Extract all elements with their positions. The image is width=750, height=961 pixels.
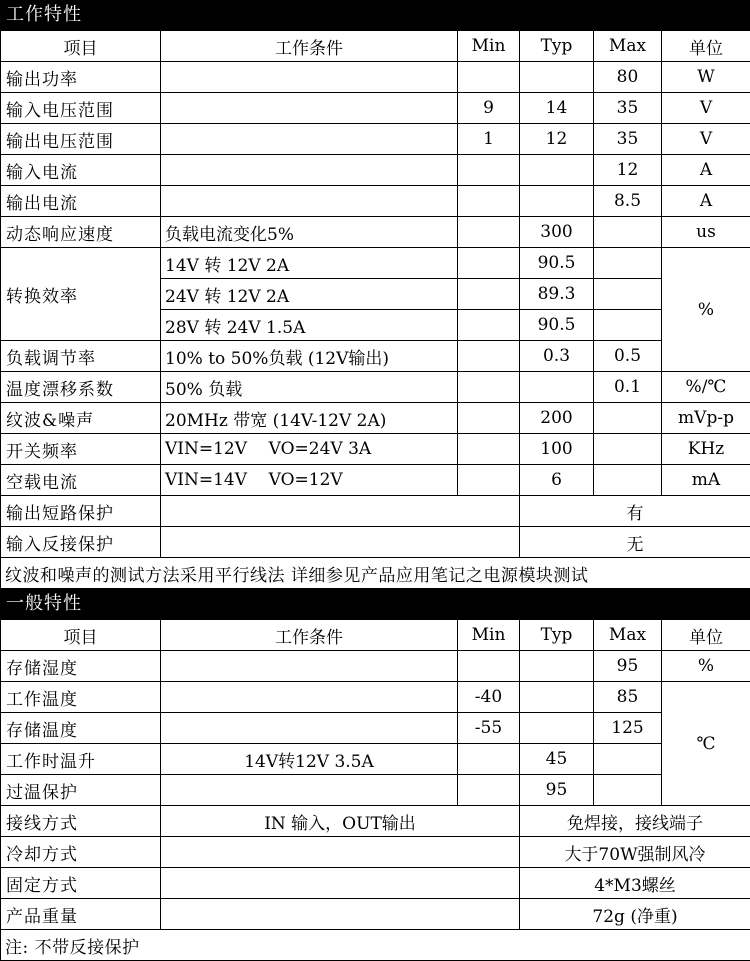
row-typ: 300 <box>520 217 594 248</box>
row-condition: 20MHz 带宽 (14V-12V 2A) <box>161 403 458 434</box>
row-min <box>458 434 520 465</box>
row-name: 过温保护 <box>1 775 161 806</box>
header-max: Max <box>594 31 662 62</box>
row-name: 输入电压范围 <box>1 93 161 124</box>
table-row <box>1 124 750 155</box>
row-max <box>594 310 662 341</box>
table-row <box>1 806 750 837</box>
header-unit: 单位 <box>662 31 750 62</box>
row-max: 125 <box>594 713 662 744</box>
row-max <box>594 744 662 775</box>
row-name: 工作时温升 <box>1 744 161 775</box>
row-min <box>458 372 520 403</box>
row-name: 接线方式 <box>1 806 161 837</box>
row-max <box>594 434 662 465</box>
row-name: 产品重量 <box>1 899 161 930</box>
table-row <box>1 372 750 403</box>
row-name: 输出功率 <box>1 62 161 93</box>
table-row <box>1 62 750 93</box>
row-max <box>594 775 662 806</box>
row-typ: 200 <box>520 403 594 434</box>
table-row <box>1 496 750 527</box>
row-unit: A <box>662 186 750 217</box>
row-min: 1 <box>458 124 520 155</box>
row-max: 35 <box>594 124 662 155</box>
row-min <box>458 279 520 310</box>
table-row <box>1 465 750 496</box>
row-typ: 6 <box>520 465 594 496</box>
row-condition <box>161 651 458 682</box>
row-name: 工作温度 <box>1 682 161 713</box>
row-min <box>458 341 520 372</box>
row-typ <box>520 682 594 713</box>
row-condition: 10% to 50%负载 (12V输出) <box>161 341 458 372</box>
row-unit: A <box>662 155 750 186</box>
row-unit: mA <box>662 465 750 496</box>
row-unit: V <box>662 93 750 124</box>
row-min: -40 <box>458 682 520 713</box>
row-min: 9 <box>458 93 520 124</box>
row-value: 无 <box>520 527 750 558</box>
row-value: 有 <box>520 496 750 527</box>
note-row <box>1 558 750 589</box>
row-name: 输入电流 <box>1 155 161 186</box>
row-condition: 14V转12V 3.5A <box>161 744 458 775</box>
row-condition: VIN=12V VO=24V 3A <box>161 434 458 465</box>
row-value: 4*M3螺丝 <box>520 868 750 899</box>
table-row <box>1 775 750 806</box>
table-header-row <box>1 31 750 62</box>
row-typ: 89.3 <box>520 279 594 310</box>
row-min <box>458 403 520 434</box>
row-max: 35 <box>594 93 662 124</box>
header-item: 项目 <box>1 620 161 651</box>
row-typ <box>520 651 594 682</box>
row-unit: us <box>662 217 750 248</box>
row-max <box>594 403 662 434</box>
row-unit: W <box>662 62 750 93</box>
table-header-row <box>1 620 750 651</box>
row-min <box>458 217 520 248</box>
row-min <box>458 248 520 279</box>
row-condition: IN 输入，OUT输出 <box>161 806 520 837</box>
row-typ: 100 <box>520 434 594 465</box>
row-condition: 24V 转 12V 2A <box>161 279 458 310</box>
row-typ: 0.3 <box>520 341 594 372</box>
header-typ: Typ <box>520 620 594 651</box>
row-name: 输入反接保护 <box>1 527 161 558</box>
row-name: 存储温度 <box>1 713 161 744</box>
table-row <box>1 837 750 868</box>
row-typ <box>520 155 594 186</box>
row-min <box>458 186 520 217</box>
row-name: 冷却方式 <box>1 837 161 868</box>
table-row <box>1 93 750 124</box>
row-value: 免焊接，接线端子 <box>520 806 750 837</box>
row-min <box>458 155 520 186</box>
row-name: 温度漂移系数 <box>1 372 161 403</box>
row-condition <box>161 155 458 186</box>
table-row <box>1 713 750 744</box>
row-condition <box>161 186 458 217</box>
row-max: 0.5 <box>594 341 662 372</box>
row-typ: 95 <box>520 775 594 806</box>
row-name: 输出短路保护 <box>1 496 161 527</box>
row-max: 95 <box>594 651 662 682</box>
row-unit: % <box>662 248 750 372</box>
row-name: 纹波&噪声 <box>1 403 161 434</box>
table-row <box>1 682 750 713</box>
ripple-test-note: 纹波和噪声的测试方法采用平行线法 详细参见产品应用笔记之电源模块测试 <box>1 558 750 589</box>
row-condition <box>161 93 458 124</box>
row-unit: KHz <box>662 434 750 465</box>
row-condition <box>161 775 458 806</box>
row-name: 空载电流 <box>1 465 161 496</box>
row-name: 存储湿度 <box>1 651 161 682</box>
header-min: Min <box>458 31 520 62</box>
row-max <box>594 279 662 310</box>
header-condition: 工作条件 <box>161 31 458 62</box>
table-row <box>1 155 750 186</box>
row-min <box>458 775 520 806</box>
row-min <box>458 62 520 93</box>
row-value: 72g (净重) <box>520 899 750 930</box>
header-typ: Typ <box>520 31 594 62</box>
row-condition <box>161 899 520 930</box>
row-max <box>594 248 662 279</box>
header-unit: 单位 <box>662 620 750 651</box>
row-name: 开关频率 <box>1 434 161 465</box>
reverse-protection-note: 注: 不带反接保护 <box>1 930 750 961</box>
row-unit: mVp-p <box>662 403 750 434</box>
row-max: 0.1 <box>594 372 662 403</box>
row-condition <box>161 124 458 155</box>
header-max: Max <box>594 620 662 651</box>
header-condition: 工作条件 <box>161 620 458 651</box>
row-name: 输出电流 <box>1 186 161 217</box>
row-name: 负载调节率 <box>1 341 161 372</box>
table-row <box>1 868 750 899</box>
table-row <box>1 899 750 930</box>
section-header-working-characteristics: 工作特性 <box>0 0 750 30</box>
table-row <box>1 434 750 465</box>
row-max <box>594 217 662 248</box>
row-max: 12 <box>594 155 662 186</box>
row-min: -55 <box>458 713 520 744</box>
row-typ <box>520 186 594 217</box>
row-typ <box>520 713 594 744</box>
row-condition <box>161 713 458 744</box>
row-max: 8.5 <box>594 186 662 217</box>
row-max <box>594 465 662 496</box>
row-typ: 90.5 <box>520 248 594 279</box>
row-condition <box>161 868 520 899</box>
row-condition: 负载电流变化5% <box>161 217 458 248</box>
row-condition <box>161 527 520 558</box>
row-typ: 12 <box>520 124 594 155</box>
row-condition <box>161 496 520 527</box>
general-characteristics-table <box>0 619 750 961</box>
table-row <box>1 651 750 682</box>
row-unit: V <box>662 124 750 155</box>
row-typ <box>520 62 594 93</box>
table-row <box>1 186 750 217</box>
note-row <box>1 930 750 961</box>
row-condition: 28V 转 24V 1.5A <box>161 310 458 341</box>
row-condition <box>161 62 458 93</box>
working-characteristics-table <box>0 30 750 589</box>
row-unit: % <box>662 651 750 682</box>
row-min <box>458 744 520 775</box>
header-item: 项目 <box>1 31 161 62</box>
table-row <box>1 248 750 279</box>
row-typ: 90.5 <box>520 310 594 341</box>
row-max: 80 <box>594 62 662 93</box>
row-condition: 14V 转 12V 2A <box>161 248 458 279</box>
row-condition: 50% 负载 <box>161 372 458 403</box>
row-name: 转换效率 <box>1 248 161 341</box>
row-unit: %/℃ <box>662 372 750 403</box>
section-header-general-characteristics: 一般特性 <box>0 589 750 619</box>
table-row <box>1 403 750 434</box>
row-name: 固定方式 <box>1 868 161 899</box>
row-max: 85 <box>594 682 662 713</box>
table-row <box>1 527 750 558</box>
header-min: Min <box>458 620 520 651</box>
row-typ: 45 <box>520 744 594 775</box>
row-condition <box>161 682 458 713</box>
row-min <box>458 310 520 341</box>
row-condition <box>161 837 520 868</box>
row-typ <box>520 372 594 403</box>
row-condition: VIN=14V VO=12V <box>161 465 458 496</box>
row-typ: 14 <box>520 93 594 124</box>
table-row <box>1 341 750 372</box>
row-unit: ℃ <box>662 682 750 806</box>
row-min <box>458 651 520 682</box>
row-min <box>458 465 520 496</box>
table-row <box>1 744 750 775</box>
table-row <box>1 217 750 248</box>
row-value: 大于70W强制风冷 <box>520 837 750 868</box>
row-name: 输出电压范围 <box>1 124 161 155</box>
row-name: 动态响应速度 <box>1 217 161 248</box>
